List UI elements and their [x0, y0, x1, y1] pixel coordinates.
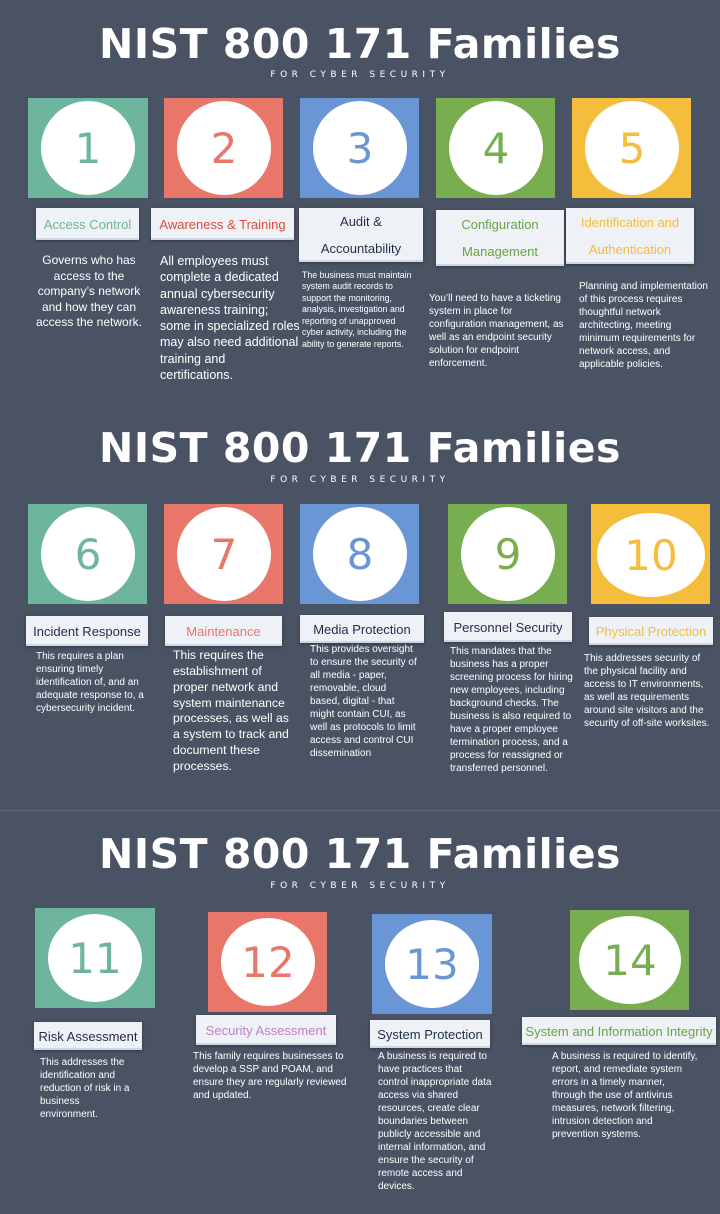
family-number-9: 9	[461, 507, 555, 601]
family-number-6: 6	[41, 507, 135, 601]
family-label-9: Personnel Security	[444, 612, 572, 642]
family-tile-14	[570, 910, 689, 1010]
section-2-subtitle: FOR CYBER SECURITY	[270, 475, 450, 485]
section-divider	[0, 810, 720, 811]
family-number-1: 1	[41, 101, 135, 195]
family-desc-1: Governs who has access to the company’s network and how they can access the network.	[35, 253, 143, 330]
family-label-6: Incident Response	[26, 616, 148, 646]
section-1-subtitle: FOR CYBER SECURITY	[270, 70, 450, 80]
family-desc-7: This requires the establishment of proper network and system maintenance processes, as well as a system to track and document these processes.	[173, 648, 289, 774]
family-number-10: 10	[597, 513, 705, 597]
family-label-11: Risk Assessment	[34, 1022, 142, 1050]
family-label-5: Identification and Authentication	[566, 208, 694, 264]
family-number-2: 2	[177, 101, 271, 195]
family-tile-10	[591, 504, 710, 604]
family-label-14: System and Information Integrity	[522, 1017, 716, 1045]
family-tile-7	[164, 504, 283, 604]
family-desc-8: This provides oversight to ensure the security of all media - paper, removable, cloud based, digital - that might contain CUI, as well as protocols to limit access and control CUI dissemination	[310, 644, 417, 759]
family-desc-4: You’ll need to have a ticketing system in place for configuration management, as well as an endpoint security solution for endpoint enforcement.	[429, 293, 564, 369]
family-tile-12	[208, 912, 327, 1012]
section-3-title: NIST 800 171 Families	[99, 830, 621, 878]
family-number-13: 13	[385, 920, 479, 1008]
family-label-8: Media Protection	[300, 615, 424, 643]
family-number-5: 5	[585, 101, 679, 195]
family-desc-14: A business is required to identify, report, and remediate system errors in a timely manner, through the use of antivirus measures, network filtering, intrusion detection and prevention systems.	[552, 1051, 698, 1140]
family-desc-3: The business must maintain system audit records to support the monitoring, analysis, investigation and reporting of unapproved cyber activity, including the ability to generate reports.	[302, 270, 412, 349]
section-2-title: NIST 800 171 Families	[99, 424, 621, 472]
family-desc-6: This requires a plan ensuring timely identification of, and an adequate response to, a cybersecurity incident.	[36, 651, 144, 714]
family-desc-9: This mandates that the business has a proper screening process for hiring new employees, including background checks. The business is also required to have a proper employee termination process, and a process for reassigned or transferred personnel.	[450, 646, 573, 774]
family-label-10: Physical Protection	[589, 617, 713, 645]
family-tile-8	[300, 504, 419, 604]
family-number-4: 4	[449, 101, 543, 195]
family-label-4: Configuration Management	[436, 210, 564, 266]
family-desc-13: A business is required to have practices that control inappropriate data access via shared resources, create clear boundaries between publicly accessible and internal information, and ensure the security of remote access and devices.	[378, 1051, 492, 1192]
family-label-1: Access Control	[36, 208, 139, 240]
family-tile-2	[164, 98, 283, 198]
family-label-7: Maintenance	[165, 616, 282, 646]
family-tile-4	[436, 98, 555, 198]
family-number-3: 3	[313, 101, 407, 195]
section-3-subtitle: FOR CYBER SECURITY	[270, 881, 450, 891]
section-1-title: NIST 800 171 Families	[99, 20, 621, 68]
family-label-3: Audit & Accountability	[299, 208, 423, 262]
family-desc-5: Planning and implementation of this process requires thoughtful network architecting, meeting minimum requirements for network access, and applicable policies.	[579, 281, 708, 370]
family-number-14: 14	[579, 916, 681, 1004]
family-label-2: Awareness & Training	[151, 208, 294, 240]
family-label-13: System Protection	[370, 1020, 490, 1048]
family-tile-11	[35, 908, 155, 1008]
family-tile-13	[372, 914, 492, 1014]
family-number-12: 12	[221, 918, 315, 1006]
family-number-8: 8	[313, 507, 407, 601]
family-desc-12: This family requires businesses to develop a SSP and POAM, and ensure they are regularly reviewed and updated.	[193, 1051, 347, 1101]
family-tile-9	[448, 504, 567, 604]
family-tile-3	[300, 98, 419, 198]
family-label-12: Security Assessment	[196, 1015, 336, 1045]
family-desc-11: This addresses the identification and reduction of risk in a business environment.	[40, 1057, 130, 1120]
family-number-7: 7	[177, 507, 271, 601]
family-number-11: 11	[48, 914, 142, 1002]
family-tile-5	[572, 98, 691, 198]
family-tile-1	[28, 98, 148, 198]
family-desc-10: This addresses security of the physical facility and access to IT environments, as well as requirements around site visitors and the security of off-site worksites.	[584, 653, 710, 729]
family-tile-6	[28, 504, 147, 604]
family-desc-2: All employees must complete a dedicated annual cybersecurity awareness training; some in specialized roles may also need additional training and certifications.	[160, 254, 300, 382]
